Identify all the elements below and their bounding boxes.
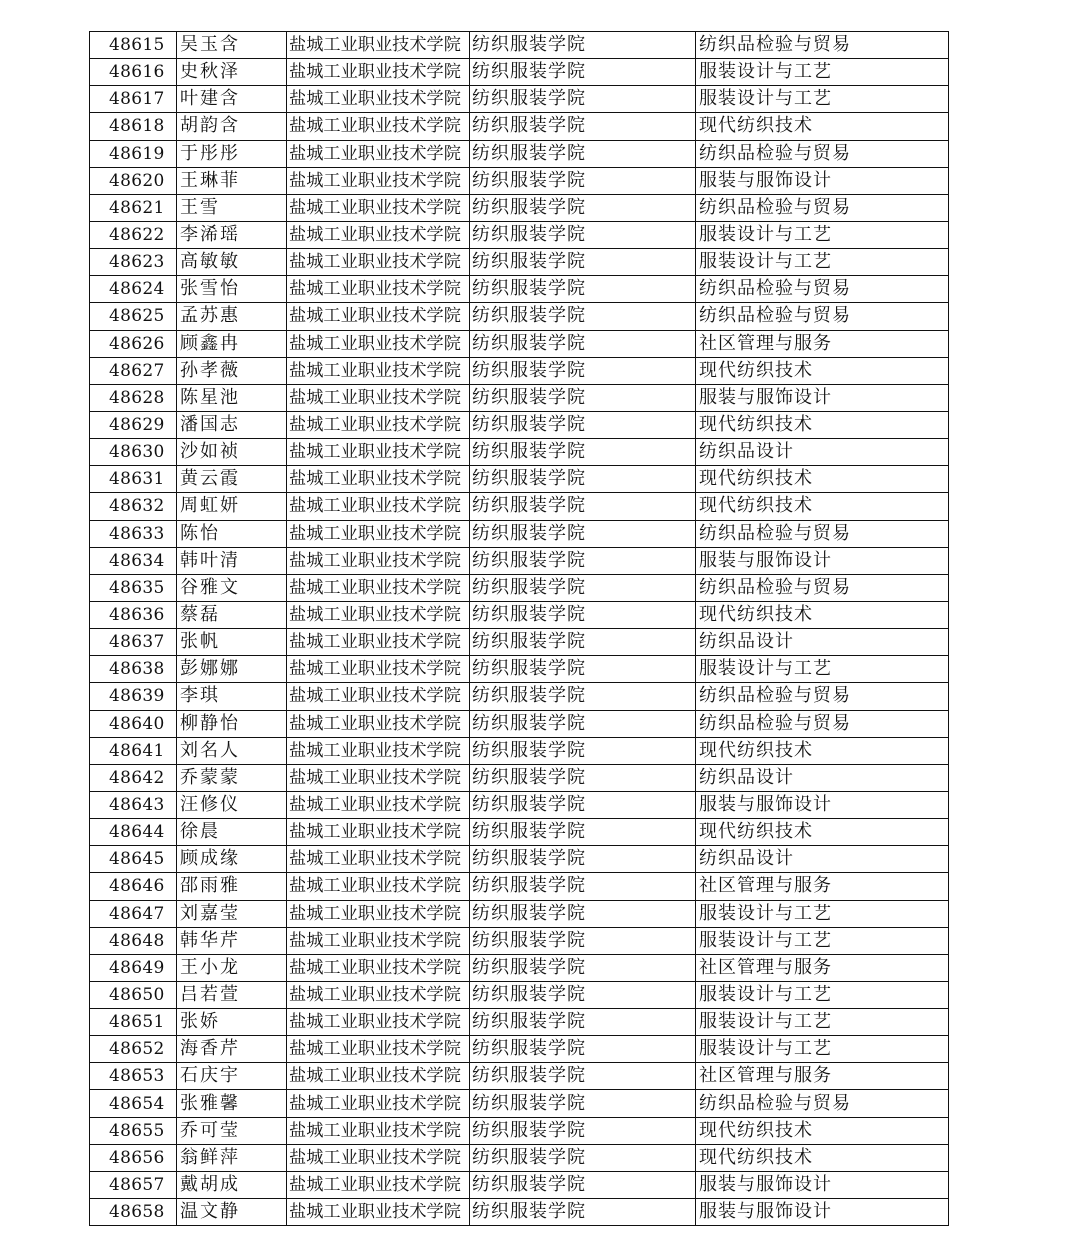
major-cell: 服装与服饰设计 [696, 547, 949, 574]
student-name-cell: 韩叶清 [177, 547, 287, 574]
table-row [90, 1090, 949, 1117]
table-row [90, 737, 949, 764]
table-row [90, 59, 949, 86]
major-cell: 纺织品检验与贸易 [696, 520, 949, 547]
school-cell: 盐城工业职业技术学院 [287, 1144, 470, 1171]
school-cell: 盐城工业职业技术学院 [287, 113, 470, 140]
department-cell: 纺织服装学院 [470, 791, 696, 818]
school-cell: 盐城工业职业技术学院 [287, 194, 470, 221]
student-id-cell: 48629 [90, 411, 177, 438]
major-cell: 社区管理与服务 [696, 330, 949, 357]
student-name-cell: 顾鑫冉 [177, 330, 287, 357]
major-cell: 纺织品设计 [696, 764, 949, 791]
student-name-cell: 汪修仪 [177, 791, 287, 818]
major-cell: 现代纺织技术 [696, 411, 949, 438]
department-cell: 纺织服装学院 [470, 737, 696, 764]
student-name-cell: 吕若萱 [177, 981, 287, 1008]
major-cell: 社区管理与服务 [696, 954, 949, 981]
table-row [90, 846, 949, 873]
student-name-cell: 孙孝薇 [177, 357, 287, 384]
student-name-cell: 刘名人 [177, 737, 287, 764]
major-cell: 服装设计与工艺 [696, 221, 949, 248]
student-name-cell: 潘国志 [177, 411, 287, 438]
major-cell: 服装设计与工艺 [696, 249, 949, 276]
school-cell: 盐城工业职业技术学院 [287, 1117, 470, 1144]
department-cell: 纺织服装学院 [470, 873, 696, 900]
school-cell: 盐城工业职业技术学院 [287, 981, 470, 1008]
school-cell: 盐城工业职业技术学院 [287, 59, 470, 86]
school-cell: 盐城工业职业技术学院 [287, 710, 470, 737]
major-cell: 现代纺织技术 [696, 601, 949, 628]
department-cell: 纺织服装学院 [470, 900, 696, 927]
student-name-cell: 戴胡成 [177, 1171, 287, 1198]
student-id-cell: 48624 [90, 276, 177, 303]
major-cell: 现代纺织技术 [696, 493, 949, 520]
student-id-cell: 48643 [90, 791, 177, 818]
department-cell: 纺织服装学院 [470, 547, 696, 574]
student-id-cell: 48652 [90, 1036, 177, 1063]
school-cell: 盐城工业职业技术学院 [287, 520, 470, 547]
table-row [90, 981, 949, 1008]
student-name-cell: 于彤彤 [177, 140, 287, 167]
student-id-cell: 48641 [90, 737, 177, 764]
major-cell: 服装设计与工艺 [696, 927, 949, 954]
table-row [90, 1036, 949, 1063]
student-id-cell: 48646 [90, 873, 177, 900]
school-cell: 盐城工业职业技术学院 [287, 547, 470, 574]
student-id-cell: 48653 [90, 1063, 177, 1090]
school-cell: 盐城工业职业技术学院 [287, 1009, 470, 1036]
student-id-cell: 48633 [90, 520, 177, 547]
major-cell: 服装设计与工艺 [696, 981, 949, 1008]
student-name-cell: 王小龙 [177, 954, 287, 981]
department-cell: 纺织服装学院 [470, 656, 696, 683]
school-cell: 盐城工业职业技术学院 [287, 629, 470, 656]
student-id-cell: 48638 [90, 656, 177, 683]
major-cell: 服装与服饰设计 [696, 384, 949, 411]
major-cell: 现代纺织技术 [696, 113, 949, 140]
student-name-cell: 沙如祯 [177, 439, 287, 466]
table-row [90, 1117, 949, 1144]
department-cell: 纺织服装学院 [470, 140, 696, 167]
student-id-cell: 48627 [90, 357, 177, 384]
school-cell: 盐城工业职业技术学院 [287, 846, 470, 873]
student-id-cell: 48637 [90, 629, 177, 656]
department-cell: 纺织服装学院 [470, 981, 696, 1008]
school-cell: 盐城工业职业技术学院 [287, 601, 470, 628]
table-row [90, 873, 949, 900]
student-name-cell: 陈星池 [177, 384, 287, 411]
student-id-cell: 48656 [90, 1144, 177, 1171]
major-cell: 服装设计与工艺 [696, 900, 949, 927]
table-row [90, 86, 949, 113]
department-cell: 纺织服装学院 [470, 411, 696, 438]
student-name-cell: 温文静 [177, 1199, 287, 1226]
student-name-cell: 李琪 [177, 683, 287, 710]
table-row [90, 819, 949, 846]
table-row [90, 764, 949, 791]
student-name-cell: 乔蒙蒙 [177, 764, 287, 791]
school-cell: 盐城工业职业技术学院 [287, 737, 470, 764]
student-name-cell: 吴玉含 [177, 32, 287, 59]
major-cell: 纺织品检验与贸易 [696, 140, 949, 167]
major-cell: 纺织品检验与贸易 [696, 194, 949, 221]
student-name-cell: 黄云霞 [177, 466, 287, 493]
major-cell: 纺织品检验与贸易 [696, 1090, 949, 1117]
student-name-cell: 顾成缘 [177, 846, 287, 873]
school-cell: 盐城工业职业技术学院 [287, 656, 470, 683]
student-name-cell: 彭娜娜 [177, 656, 287, 683]
student-name-cell: 谷雅文 [177, 574, 287, 601]
student-name-cell: 徐晨 [177, 819, 287, 846]
department-cell: 纺织服装学院 [470, 330, 696, 357]
department-cell: 纺织服装学院 [470, 520, 696, 547]
student-name-cell: 张帆 [177, 629, 287, 656]
department-cell: 纺织服装学院 [470, 439, 696, 466]
major-cell: 服装设计与工艺 [696, 1009, 949, 1036]
student-id-cell: 48636 [90, 601, 177, 628]
table-row [90, 1009, 949, 1036]
table-row [90, 439, 949, 466]
student-name-cell: 王雪 [177, 194, 287, 221]
department-cell: 纺织服装学院 [470, 1199, 696, 1226]
school-cell: 盐城工业职业技术学院 [287, 900, 470, 927]
table-row [90, 32, 949, 59]
table-row [90, 221, 949, 248]
table-row [90, 384, 949, 411]
table-row [90, 303, 949, 330]
school-cell: 盐城工业职业技术学院 [287, 411, 470, 438]
major-cell: 服装与服饰设计 [696, 167, 949, 194]
major-cell: 服装设计与工艺 [696, 59, 949, 86]
department-cell: 纺织服装学院 [470, 167, 696, 194]
student-id-cell: 48623 [90, 249, 177, 276]
department-cell: 纺织服装学院 [470, 357, 696, 384]
table-row [90, 330, 949, 357]
department-cell: 纺织服装学院 [470, 683, 696, 710]
table-row [90, 574, 949, 601]
student-name-cell: 翁鲜萍 [177, 1144, 287, 1171]
major-cell: 现代纺织技术 [696, 1117, 949, 1144]
table-row [90, 656, 949, 683]
student-id-cell: 48649 [90, 954, 177, 981]
table-row [90, 140, 949, 167]
table-row [90, 249, 949, 276]
table-row [90, 683, 949, 710]
student-name-cell: 刘嘉莹 [177, 900, 287, 927]
student-name-cell: 史秋泽 [177, 59, 287, 86]
major-cell: 社区管理与服务 [696, 873, 949, 900]
student-id-cell: 48621 [90, 194, 177, 221]
major-cell: 服装设计与工艺 [696, 86, 949, 113]
student-name-cell: 邵雨雅 [177, 873, 287, 900]
school-cell: 盐城工业职业技术学院 [287, 493, 470, 520]
major-cell: 纺织品检验与贸易 [696, 574, 949, 601]
school-cell: 盐城工业职业技术学院 [287, 32, 470, 59]
department-cell: 纺织服装学院 [470, 249, 696, 276]
department-cell: 纺织服装学院 [470, 1036, 696, 1063]
student-id-cell: 48650 [90, 981, 177, 1008]
major-cell: 纺织品检验与贸易 [696, 32, 949, 59]
table-row [90, 520, 949, 547]
major-cell: 现代纺织技术 [696, 737, 949, 764]
department-cell: 纺织服装学院 [470, 466, 696, 493]
department-cell: 纺织服装学院 [470, 601, 696, 628]
table-body [90, 32, 949, 1226]
student-name-cell: 王琳菲 [177, 167, 287, 194]
table-row [90, 167, 949, 194]
department-cell: 纺织服装学院 [470, 86, 696, 113]
major-cell: 纺织品设计 [696, 629, 949, 656]
student-id-cell: 48626 [90, 330, 177, 357]
department-cell: 纺织服装学院 [470, 1063, 696, 1090]
school-cell: 盐城工业职业技术学院 [287, 466, 470, 493]
department-cell: 纺织服装学院 [470, 384, 696, 411]
school-cell: 盐城工业职业技术学院 [287, 249, 470, 276]
major-cell: 纺织品检验与贸易 [696, 710, 949, 737]
student-id-cell: 48631 [90, 466, 177, 493]
major-cell: 现代纺织技术 [696, 1144, 949, 1171]
table-row [90, 927, 949, 954]
student-id-cell: 48630 [90, 439, 177, 466]
major-cell: 服装与服饰设计 [696, 791, 949, 818]
student-id-cell: 48625 [90, 303, 177, 330]
department-cell: 纺织服装学院 [470, 1171, 696, 1198]
school-cell: 盐城工业职业技术学院 [287, 357, 470, 384]
school-cell: 盐城工业职业技术学院 [287, 954, 470, 981]
department-cell: 纺织服装学院 [470, 1009, 696, 1036]
major-cell: 纺织品检验与贸易 [696, 303, 949, 330]
table-row [90, 1144, 949, 1171]
department-cell: 纺织服装学院 [470, 1117, 696, 1144]
school-cell: 盐城工业职业技术学院 [287, 221, 470, 248]
student-name-cell: 张娇 [177, 1009, 287, 1036]
student-name-cell: 张雅馨 [177, 1090, 287, 1117]
department-cell: 纺织服装学院 [470, 927, 696, 954]
student-id-cell: 48635 [90, 574, 177, 601]
student-id-cell: 48651 [90, 1009, 177, 1036]
table-row [90, 547, 949, 574]
school-cell: 盐城工业职业技术学院 [287, 574, 470, 601]
department-cell: 纺织服装学院 [470, 574, 696, 601]
major-cell: 现代纺织技术 [696, 819, 949, 846]
student-id-cell: 48632 [90, 493, 177, 520]
table-row [90, 194, 949, 221]
school-cell: 盐城工业职业技术学院 [287, 1090, 470, 1117]
student-id-cell: 48615 [90, 32, 177, 59]
student-name-cell: 李浠瑶 [177, 221, 287, 248]
major-cell: 服装与服饰设计 [696, 1199, 949, 1226]
student-id-cell: 48658 [90, 1199, 177, 1226]
major-cell: 社区管理与服务 [696, 1063, 949, 1090]
student-id-cell: 48655 [90, 1117, 177, 1144]
department-cell: 纺织服装学院 [470, 303, 696, 330]
student-id-cell: 48640 [90, 710, 177, 737]
school-cell: 盐城工业职业技术学院 [287, 791, 470, 818]
student-id-cell: 48654 [90, 1090, 177, 1117]
student-name-cell: 乔可莹 [177, 1117, 287, 1144]
student-id-cell: 48647 [90, 900, 177, 927]
table-row [90, 493, 949, 520]
student-name-cell: 胡韵含 [177, 113, 287, 140]
school-cell: 盐城工业职业技术学院 [287, 927, 470, 954]
student-id-cell: 48620 [90, 167, 177, 194]
school-cell: 盐城工业职业技术学院 [287, 303, 470, 330]
student-id-cell: 48634 [90, 547, 177, 574]
department-cell: 纺织服装学院 [470, 629, 696, 656]
department-cell: 纺织服装学院 [470, 32, 696, 59]
department-cell: 纺织服装学院 [470, 221, 696, 248]
table-row [90, 357, 949, 384]
major-cell: 现代纺织技术 [696, 466, 949, 493]
school-cell: 盐城工业职业技术学院 [287, 86, 470, 113]
table-row [90, 466, 949, 493]
student-id-cell: 48644 [90, 819, 177, 846]
student-id-cell: 48639 [90, 683, 177, 710]
department-cell: 纺织服装学院 [470, 846, 696, 873]
student-name-cell: 韩华芹 [177, 927, 287, 954]
school-cell: 盐城工业职业技术学院 [287, 1063, 470, 1090]
school-cell: 盐城工业职业技术学院 [287, 873, 470, 900]
table-row [90, 629, 949, 656]
table-row [90, 1199, 949, 1226]
student-name-cell: 海香芹 [177, 1036, 287, 1063]
major-cell: 现代纺织技术 [696, 357, 949, 384]
school-cell: 盐城工业职业技术学院 [287, 167, 470, 194]
school-cell: 盐城工业职业技术学院 [287, 1171, 470, 1198]
school-cell: 盐城工业职业技术学院 [287, 764, 470, 791]
student-name-cell: 柳静怡 [177, 710, 287, 737]
student-id-cell: 48618 [90, 113, 177, 140]
student-id-cell: 48617 [90, 86, 177, 113]
department-cell: 纺织服装学院 [470, 1144, 696, 1171]
student-id-cell: 48622 [90, 221, 177, 248]
student-id-cell: 48657 [90, 1171, 177, 1198]
department-cell: 纺织服装学院 [470, 819, 696, 846]
major-cell: 纺织品设计 [696, 846, 949, 873]
department-cell: 纺织服装学院 [470, 710, 696, 737]
student-id-cell: 48616 [90, 59, 177, 86]
school-cell: 盐城工业职业技术学院 [287, 1036, 470, 1063]
major-cell: 服装与服饰设计 [696, 1171, 949, 1198]
student-id-cell: 48648 [90, 927, 177, 954]
table-row [90, 601, 949, 628]
student-name-cell: 张雪怡 [177, 276, 287, 303]
table-row [90, 1171, 949, 1198]
student-name-cell: 高敏敏 [177, 249, 287, 276]
department-cell: 纺织服装学院 [470, 59, 696, 86]
school-cell: 盐城工业职业技术学院 [287, 819, 470, 846]
student-list-table [89, 31, 949, 1226]
student-name-cell: 陈怡 [177, 520, 287, 547]
department-cell: 纺织服装学院 [470, 276, 696, 303]
student-name-cell: 孟苏惠 [177, 303, 287, 330]
table-row [90, 276, 949, 303]
school-cell: 盐城工业职业技术学院 [287, 384, 470, 411]
student-name-cell: 蔡磊 [177, 601, 287, 628]
school-cell: 盐城工业职业技术学院 [287, 140, 470, 167]
major-cell: 纺织品检验与贸易 [696, 683, 949, 710]
department-cell: 纺织服装学院 [470, 1090, 696, 1117]
department-cell: 纺织服装学院 [470, 764, 696, 791]
school-cell: 盐城工业职业技术学院 [287, 276, 470, 303]
department-cell: 纺织服装学院 [470, 113, 696, 140]
table-row [90, 710, 949, 737]
school-cell: 盐城工业职业技术学院 [287, 683, 470, 710]
table-row [90, 791, 949, 818]
table-row [90, 954, 949, 981]
school-cell: 盐城工业职业技术学院 [287, 330, 470, 357]
school-cell: 盐城工业职业技术学院 [287, 439, 470, 466]
table-row [90, 1063, 949, 1090]
student-id-cell: 48628 [90, 384, 177, 411]
table-row [90, 411, 949, 438]
major-cell: 服装设计与工艺 [696, 656, 949, 683]
major-cell: 纺织品检验与贸易 [696, 276, 949, 303]
table-row [90, 113, 949, 140]
major-cell: 服装设计与工艺 [696, 1036, 949, 1063]
major-cell: 纺织品设计 [696, 439, 949, 466]
student-id-cell: 48619 [90, 140, 177, 167]
student-name-cell: 石庆宇 [177, 1063, 287, 1090]
student-id-cell: 48645 [90, 846, 177, 873]
student-name-cell: 周虹妍 [177, 493, 287, 520]
student-name-cell: 叶建含 [177, 86, 287, 113]
school-cell: 盐城工业职业技术学院 [287, 1199, 470, 1226]
student-id-cell: 48642 [90, 764, 177, 791]
department-cell: 纺织服装学院 [470, 493, 696, 520]
department-cell: 纺织服装学院 [470, 954, 696, 981]
table-row [90, 900, 949, 927]
department-cell: 纺织服装学院 [470, 194, 696, 221]
